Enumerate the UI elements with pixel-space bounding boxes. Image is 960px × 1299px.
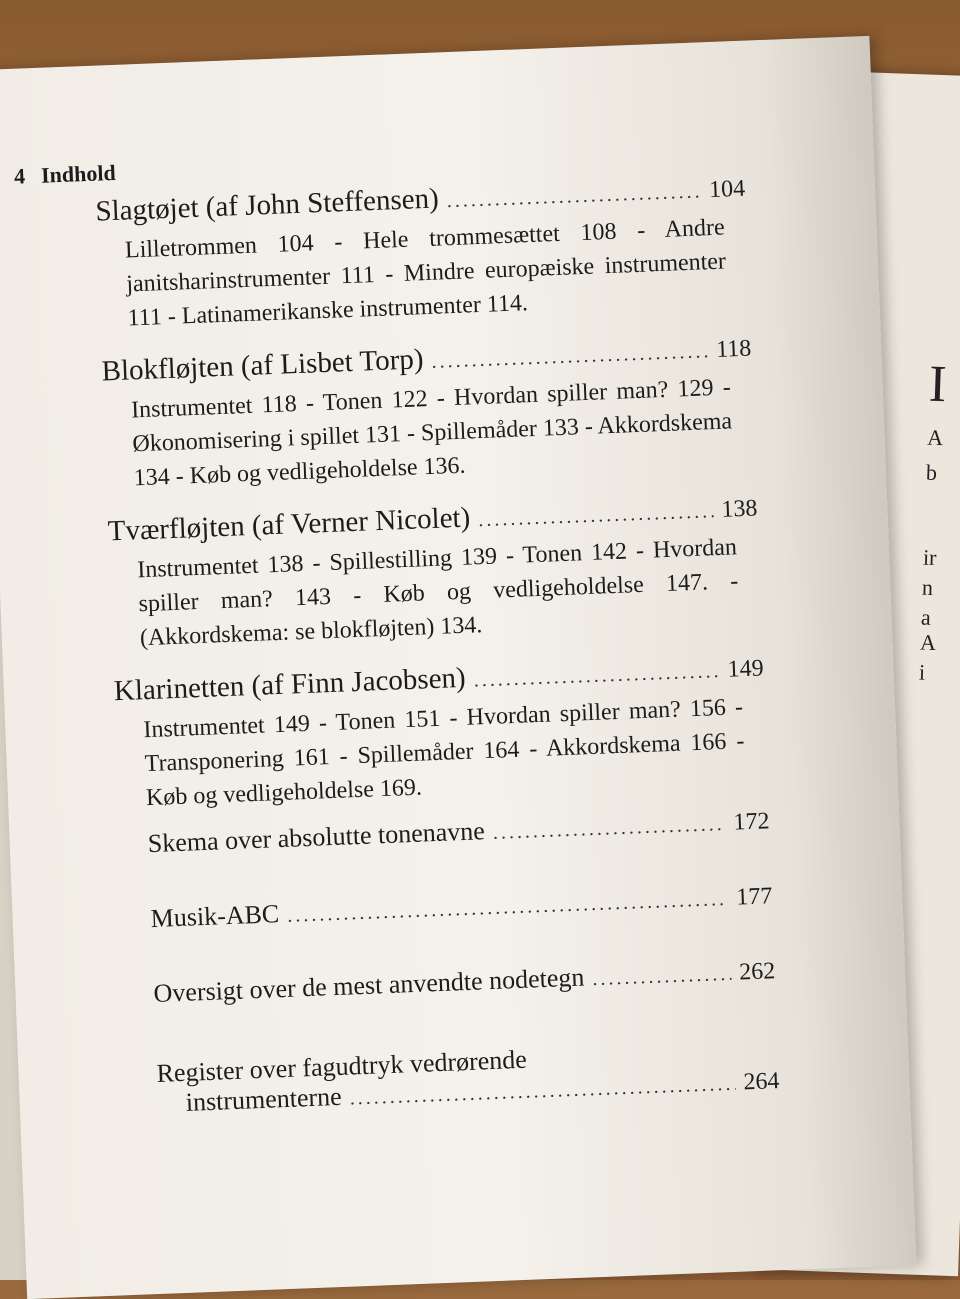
entry-page: 172 xyxy=(732,808,770,836)
entry-page: 264 xyxy=(742,1068,780,1096)
page-title: Indhold xyxy=(40,159,117,188)
entry-description: Instrumentet 118 - Tonen 122 - Hvordan spiller man? 129 - Økonomisering i spillet 131 - Spillemåder 133 - Akkordskema 134 - Køb og vedligeholdelse 136. xyxy=(130,374,733,492)
leader-dots xyxy=(473,660,720,692)
entry-page: 177 xyxy=(735,883,773,911)
entry-title: Tværfløjten (af Verner Nicolet) xyxy=(107,501,471,548)
entry-title: Oversigt over de mest anvendte nodetegn xyxy=(153,962,585,1009)
entry-title: Blokfløjten (af Lisbet Torp) xyxy=(101,343,425,388)
entry-page: 138 xyxy=(720,495,758,523)
toc-entry xyxy=(147,805,770,859)
entry-title-continued: instrumenterne xyxy=(185,1081,343,1117)
page-number: 4 xyxy=(13,163,26,189)
toc-entry xyxy=(107,490,762,656)
toc-entry xyxy=(113,650,768,816)
running-head xyxy=(14,160,117,190)
facing-page-letter: A xyxy=(919,629,937,656)
leader-dots xyxy=(478,500,714,532)
toc-entry xyxy=(150,880,773,934)
leader-dots xyxy=(492,813,726,845)
leader-dots xyxy=(592,963,732,991)
entry-title: Register over fagudtryk vedrørende xyxy=(156,1044,528,1088)
leader-dots xyxy=(446,180,701,213)
leader-dots xyxy=(431,340,709,374)
contents-page xyxy=(0,36,917,1299)
facing-page-letter: a xyxy=(920,604,932,630)
entry-page: 104 xyxy=(708,175,746,204)
entry-page: 118 xyxy=(715,335,752,363)
facing-page-letter: b xyxy=(925,459,938,486)
entry-description: Instrumentet 138 - Spillestilling 139 - Tonen 142 - Hvordan spiller man? 143 - Køb og vedligeholdelse 147. - (Akkordskema: se blokfløjten) 134. xyxy=(136,534,739,652)
toc-entry xyxy=(101,331,756,497)
toc-entry xyxy=(153,955,776,1009)
entry-description: Lilletrommen 104 - Hele trommesættet 108 - Andre janitsharinstrumenter 111 - Mindre europæiske instrumenter 111 - Latinamerikanske instrumenter 114. xyxy=(124,214,727,332)
entry-title: Musik-ABC xyxy=(150,899,280,934)
facing-page-letter: ir xyxy=(922,544,937,571)
facing-page-letter: A xyxy=(926,424,944,451)
facing-page-letter: n xyxy=(921,574,934,600)
facing-page-letter: i xyxy=(918,659,926,685)
toc-entry xyxy=(95,171,750,337)
entry-title: Slagtøjet (af John Steffensen) xyxy=(94,182,440,228)
entry-description: Instrumentet 149 - Tonen 151 - Hvordan spiller man? 156 - Transponering 161 - Spillemåder 164 - Akkordskema 166 - Køb og vedligeholdelse 169. xyxy=(142,694,745,812)
toc-entry-register xyxy=(156,1035,780,1119)
entry-title: Klarinetten (af Finn Jacobsen) xyxy=(113,661,467,708)
entry-page: 262 xyxy=(738,958,776,986)
leader-dots xyxy=(287,888,729,928)
entry-title: Skema over absolutte tonenavne xyxy=(147,816,486,859)
entry-page: 149 xyxy=(727,655,765,683)
facing-page-letter: I xyxy=(928,355,948,414)
